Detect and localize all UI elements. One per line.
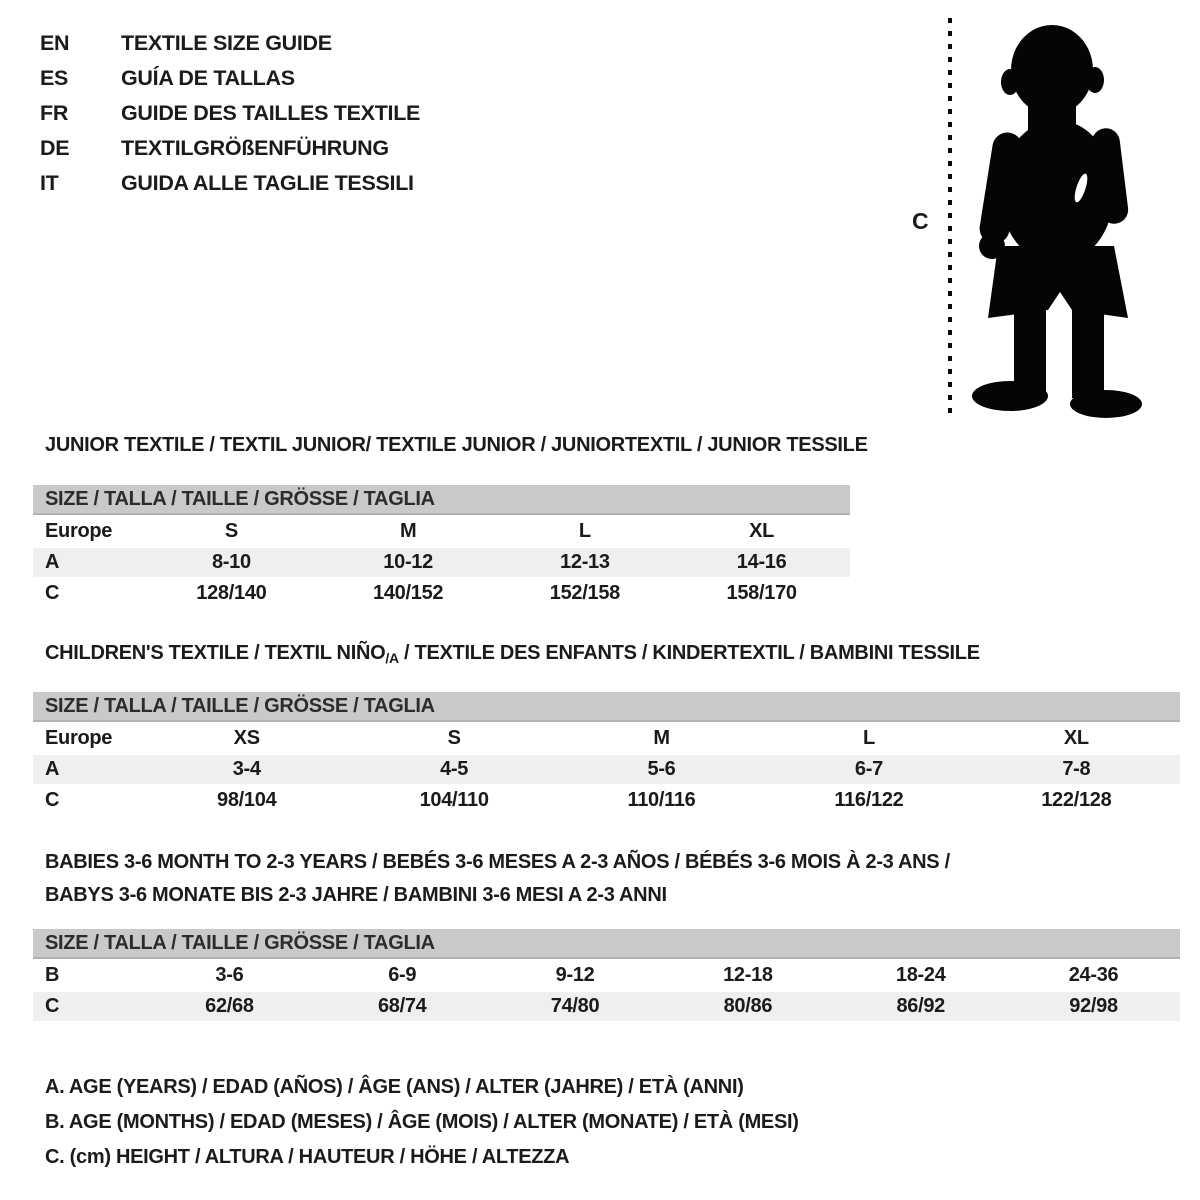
table-cell: 74/80 (550, 995, 600, 1017)
table-cell: 24-36 (1068, 964, 1119, 986)
row-label: C (45, 789, 60, 811)
table-cell: XS (233, 727, 260, 749)
row-label: A (45, 551, 60, 573)
row-label: B (45, 964, 60, 986)
babies-table-rows (33, 961, 1180, 1021)
junior-size-table (33, 485, 850, 608)
table-row-height (33, 992, 1180, 1021)
children-title-rest: / TEXTILE DES ENFANTS / KINDERTEXTIL / BAMBINI TESSILE (398, 642, 980, 664)
table-row-europe (33, 724, 1180, 753)
table-cell: 12-18 (723, 964, 773, 986)
legend-age-years: A. AGE (YEARS) / EDAD (AÑOS) / ÂGE (ANS) / ALTER (JAHRE) / ETÀ (ANNI) (45, 1076, 744, 1098)
table-row-age-years (33, 755, 1180, 784)
table-cell: 5-6 (647, 758, 676, 780)
height-measure-dashed-line (948, 18, 952, 416)
table-cell: M (399, 520, 417, 542)
table-cell: 14-16 (736, 551, 787, 573)
junior-section-title: JUNIOR TEXTILE / TEXTIL JUNIOR/ TEXTILE JUNIOR / JUNIORTEXTIL / JUNIOR TESSILE (45, 434, 868, 456)
table-cell: 92/98 (1069, 995, 1118, 1017)
table-cell: 86/92 (896, 995, 945, 1017)
language-row-fr (40, 96, 420, 131)
table-cell: L (578, 520, 591, 542)
table-cell: 68/74 (377, 995, 427, 1017)
babies-title-line1: BABIES 3-6 MONTH TO 2-3 YEARS / BEBÉS 3-6 MESES A 2-3 AÑOS / BÉBÉS 3-6 MOIS À 2-3 ANS / (45, 851, 950, 873)
table-cell: 3-4 (232, 758, 261, 780)
table-cell: 6-7 (854, 758, 883, 780)
table-cell: 8-10 (211, 551, 251, 573)
table-row-height (33, 579, 850, 608)
table-row-height (33, 786, 1180, 815)
guide-title-fr: GUIDE DES TAILLES TEXTILE (121, 101, 421, 125)
table-cell: XL (749, 520, 775, 542)
table-cell: 104/110 (419, 789, 489, 811)
measurement-legend (45, 1070, 799, 1175)
height-measure-label: C (912, 208, 929, 234)
table-cell: 18-24 (895, 964, 946, 986)
babies-title-line2: BABYS 3-6 MONATE BIS 2-3 JAHRE / BAMBINI 3-6 MESI A 2-3 ANNI (45, 884, 667, 906)
babies-size-table (33, 929, 1180, 1021)
row-label: Europe (45, 727, 113, 749)
language-code: EN (40, 31, 70, 55)
language-code: ES (40, 66, 69, 90)
table-cell: XL (1063, 727, 1089, 749)
guide-title-it: GUIDA ALLE TAGLIE TESSILI (121, 171, 414, 195)
row-label: A (45, 758, 60, 780)
junior-table-rows (33, 517, 850, 608)
row-label: Europe (45, 520, 113, 542)
table-cell: 12-13 (560, 551, 610, 573)
table-cell: L (862, 727, 875, 749)
guide-title-es: GUÍA DE TALLAS (121, 66, 295, 90)
guide-title-de: TEXTILGRÖßENFÜHRUNG (121, 136, 389, 160)
children-section-title (45, 641, 980, 670)
language-code: FR (40, 101, 69, 125)
table-cell: S (447, 727, 461, 749)
legend-height-cm: C. (cm) HEIGHT / ALTURA / HAUTEUR / HÖHE / ALTEZZA (45, 1146, 570, 1168)
table-cell: M (653, 727, 670, 749)
row-label: C (45, 582, 60, 604)
table-cell: 7-8 (1062, 758, 1091, 780)
language-row-en (40, 26, 420, 61)
table-cell: 9-12 (555, 964, 595, 986)
table-cell: 152/158 (549, 582, 620, 604)
table-row-age-years (33, 548, 850, 577)
table-cell: 6-9 (388, 964, 417, 986)
guide-title-en: TEXTILE SIZE GUIDE (121, 31, 332, 55)
children-title-main: CHILDREN'S TEXTILE / TEXTIL NIÑO (45, 642, 386, 664)
table-cell: S (224, 520, 238, 542)
babies-section-title (45, 846, 950, 912)
table-cell: 98/104 (217, 789, 277, 811)
language-title-list (40, 26, 420, 201)
language-row-it (40, 166, 420, 201)
row-label: C (45, 995, 60, 1017)
table-cell: 80/86 (723, 995, 773, 1017)
children-title-sub: /A (385, 650, 399, 666)
table-cell: 140/152 (373, 582, 444, 604)
toddler-silhouette-icon (960, 14, 1146, 420)
language-code: DE (40, 136, 70, 160)
table-cell: 62/68 (205, 995, 254, 1017)
table-cell: 116/122 (834, 789, 904, 811)
table-cell: 158/170 (726, 582, 797, 604)
size-header-bar: SIZE / TALLA / TAILLE / GRÖSSE / TAGLIA (33, 692, 1180, 722)
table-cell: 128/140 (196, 582, 267, 604)
size-header-bar: SIZE / TALLA / TAILLE / GRÖSSE / TAGLIA (33, 929, 1180, 959)
language-code: IT (40, 171, 59, 195)
legend-age-months: B. AGE (MONTHS) / EDAD (MESES) / ÂGE (MOIS) / ALTER (MONATE) / ETÀ (MESI) (45, 1111, 799, 1133)
table-row-europe (33, 517, 850, 546)
table-cell: 110/116 (627, 789, 696, 811)
table-row-age-months (33, 961, 1180, 990)
children-table-rows (33, 724, 1180, 815)
language-row-es (40, 61, 420, 96)
table-cell: 4-5 (440, 758, 469, 780)
table-cell: 3-6 (215, 964, 244, 986)
table-cell: 122/128 (1041, 789, 1112, 811)
size-header-bar: SIZE / TALLA / TAILLE / GRÖSSE / TAGLIA (33, 485, 850, 515)
children-size-table (33, 692, 1180, 815)
table-cell: 10-12 (383, 551, 433, 573)
language-row-de (40, 131, 420, 166)
